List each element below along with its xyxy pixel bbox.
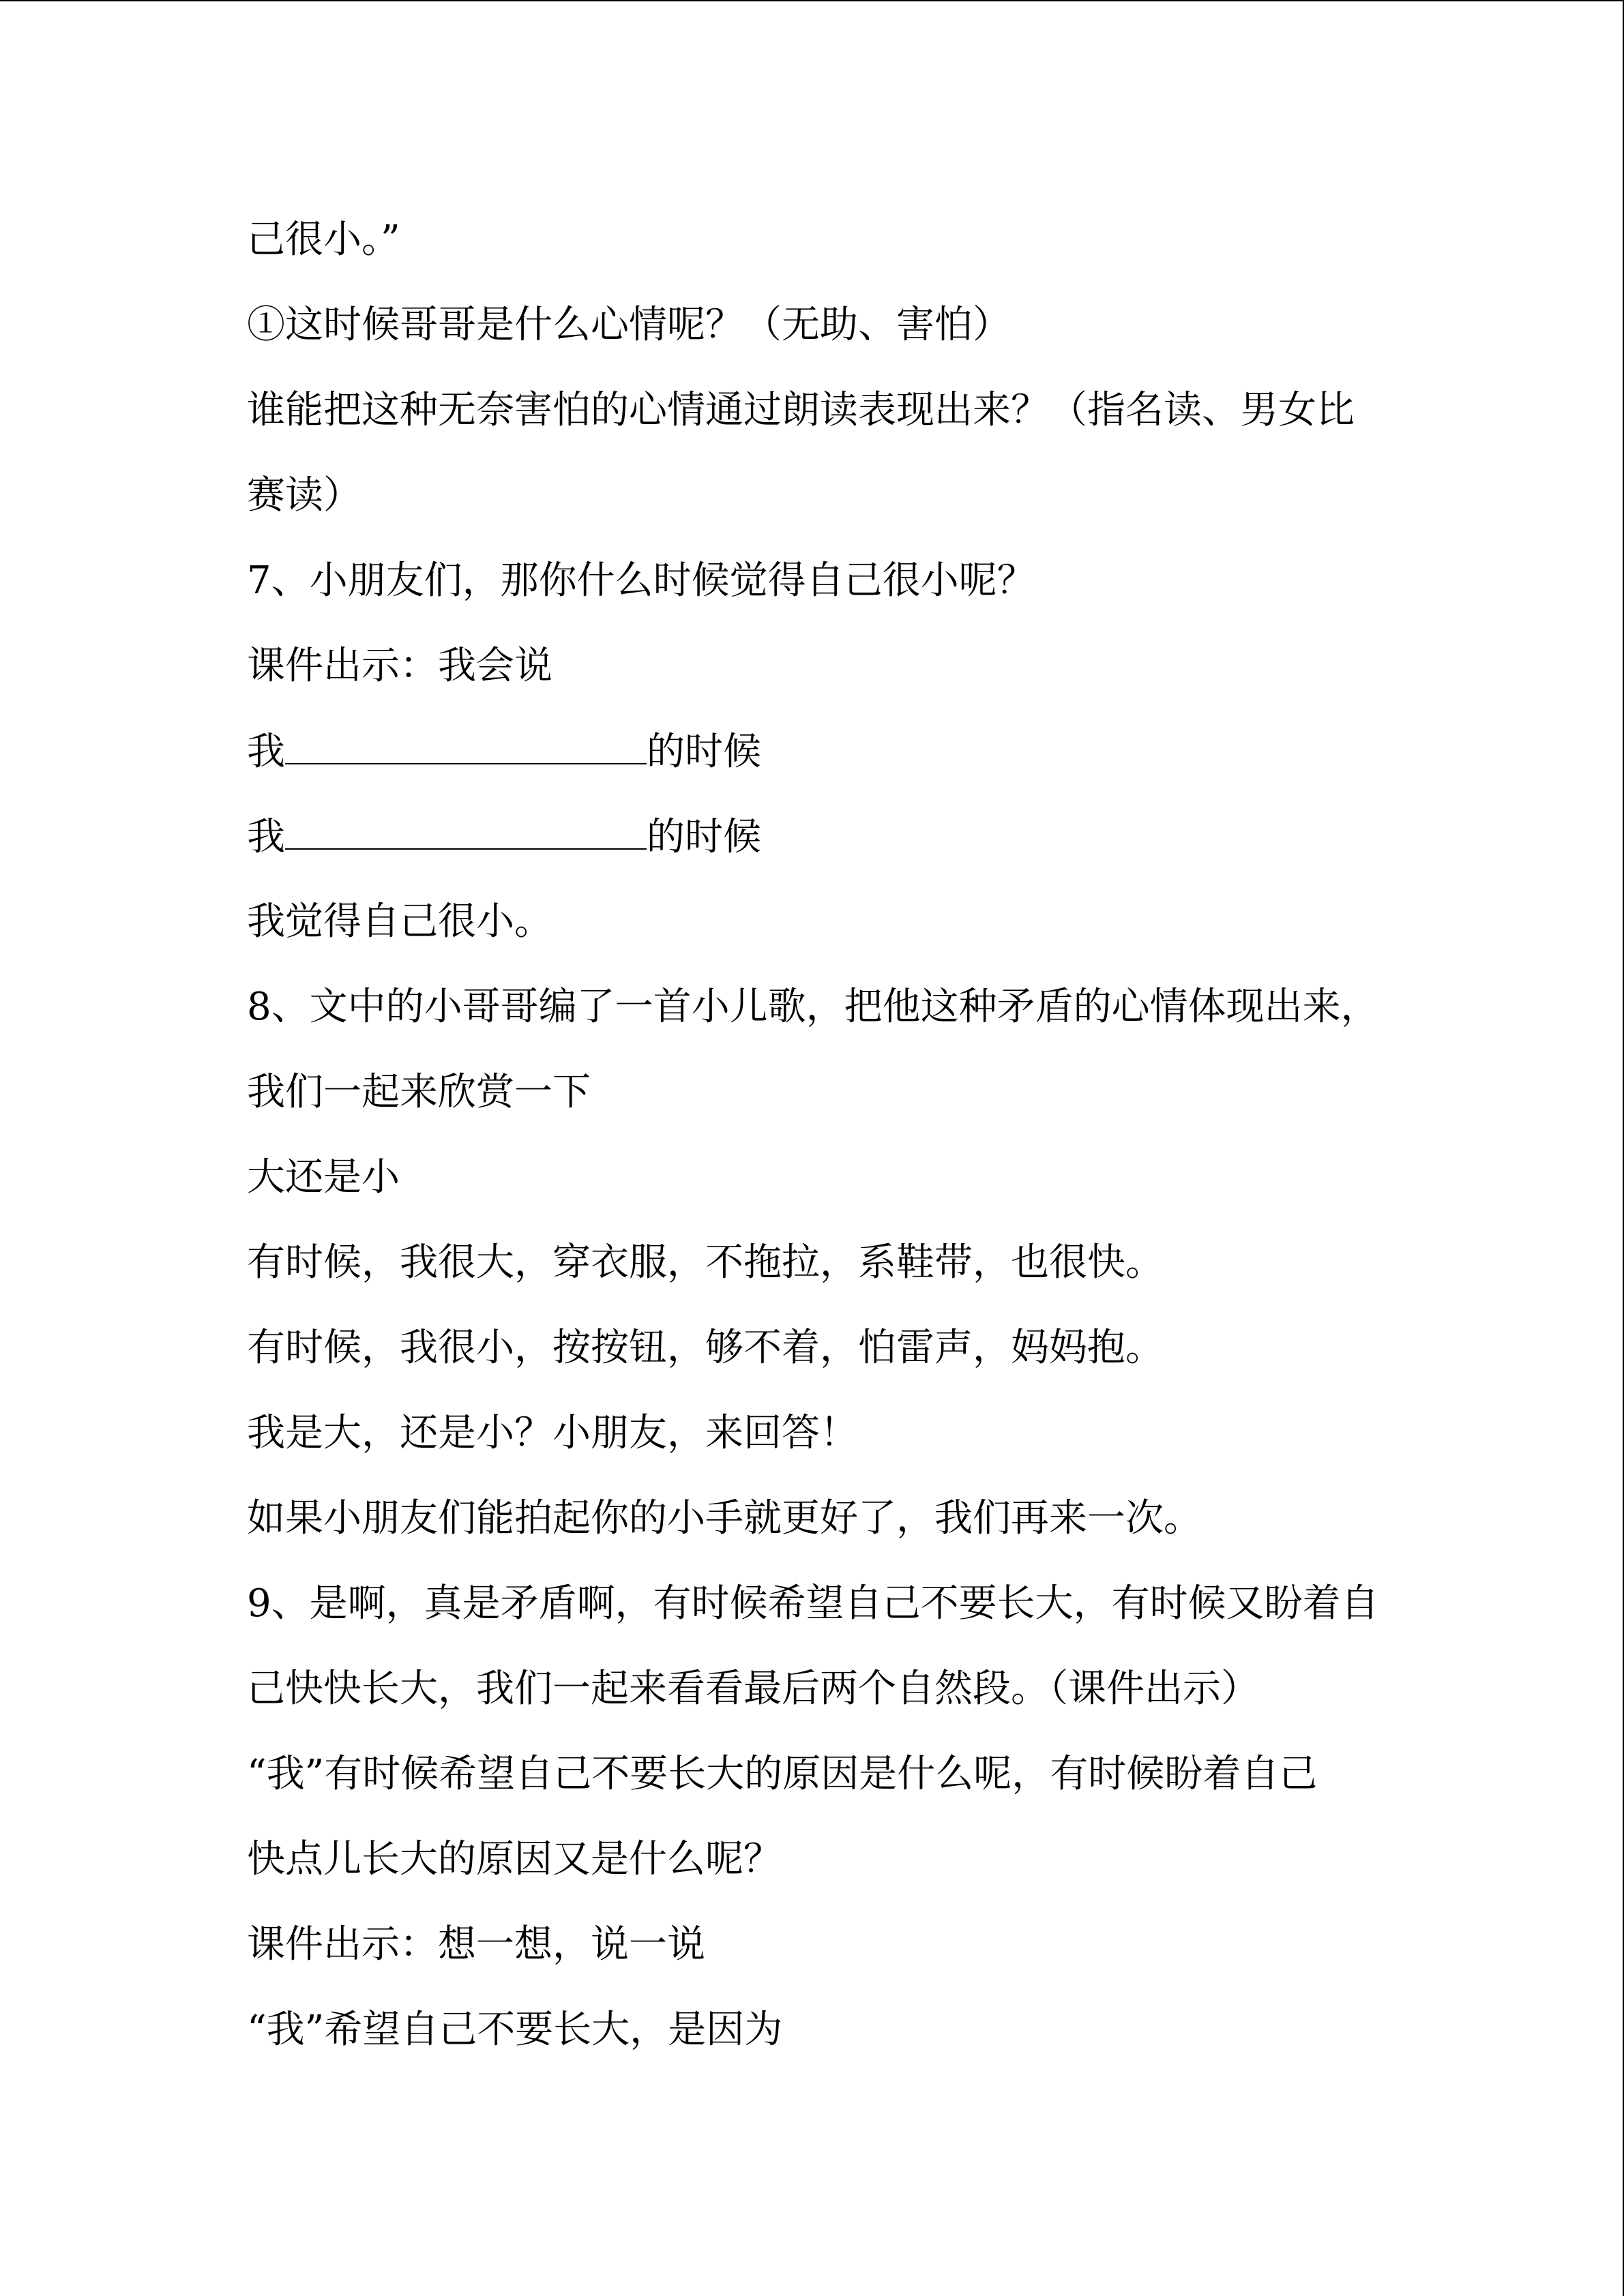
fill-suffix: 的时候 [647,730,761,774]
text-line: 9、是啊，真是矛盾啊，有时候希望自己不要长大，有时候又盼着自 [247,1581,1379,1626]
fill-in-line [247,728,761,776]
poem-line: 有时候，我很小，按按钮，够不着，怕雷声，妈妈抱。 [247,1326,1164,1370]
fill-in-line [247,813,761,861]
text-line: 如果小朋友们能拍起你的小手就更好了，我们再来一次。 [247,1496,1202,1540]
answer-blank [285,813,647,850]
text-line: 快点儿长大的原因又是什么呢？ [247,1837,782,1881]
answer-blank [285,728,647,764]
text-line: 课件出示：想一想，说一说 [247,1922,705,1967]
text-line: 8、文中的小哥哥编了一首小儿歌，把他这种矛盾的心情体现出来， [247,985,1379,1029]
text-line: 谁能把这种无奈害怕的心情通过朗读表现出来？（指名读、男女比 [247,388,1355,432]
fill-prefix: 我 [247,730,285,774]
text-line: 己快快长大，我们一起来看看最后两个自然段。（课件出示） [247,1667,1259,1711]
text-line: “我”希望自己不要长大，是因为 [247,2008,783,2052]
fill-prefix: 我 [247,815,285,859]
fill-suffix: 的时候 [647,815,761,859]
poem-line: 我是大，还是小？小朋友，来回答！ [247,1411,858,1455]
text-line: 课件出示：我会说 [247,644,552,688]
text-line: ①这时候哥哥是什么心情呢？（无助、害怕） [247,303,1011,347]
poem-line: 有时候，我很大，穿衣服，不拖拉，系鞋带，也很快。 [247,1240,1164,1285]
text-line: 己很小。” [247,218,400,262]
text-line: 我觉得自己很小。 [247,899,552,944]
poem-title: 大还是小 [247,1155,400,1199]
text-line: 我们一起来欣赏一下 [247,1070,591,1114]
text-line: 7、小朋友们，那你什么时候觉得自己很小呢？ [247,558,1035,603]
text-line: “我”有时候希望自己不要长大的原因是什么呢，有时候盼着自己 [247,1752,1318,1796]
text-line: 赛读） [247,473,361,518]
